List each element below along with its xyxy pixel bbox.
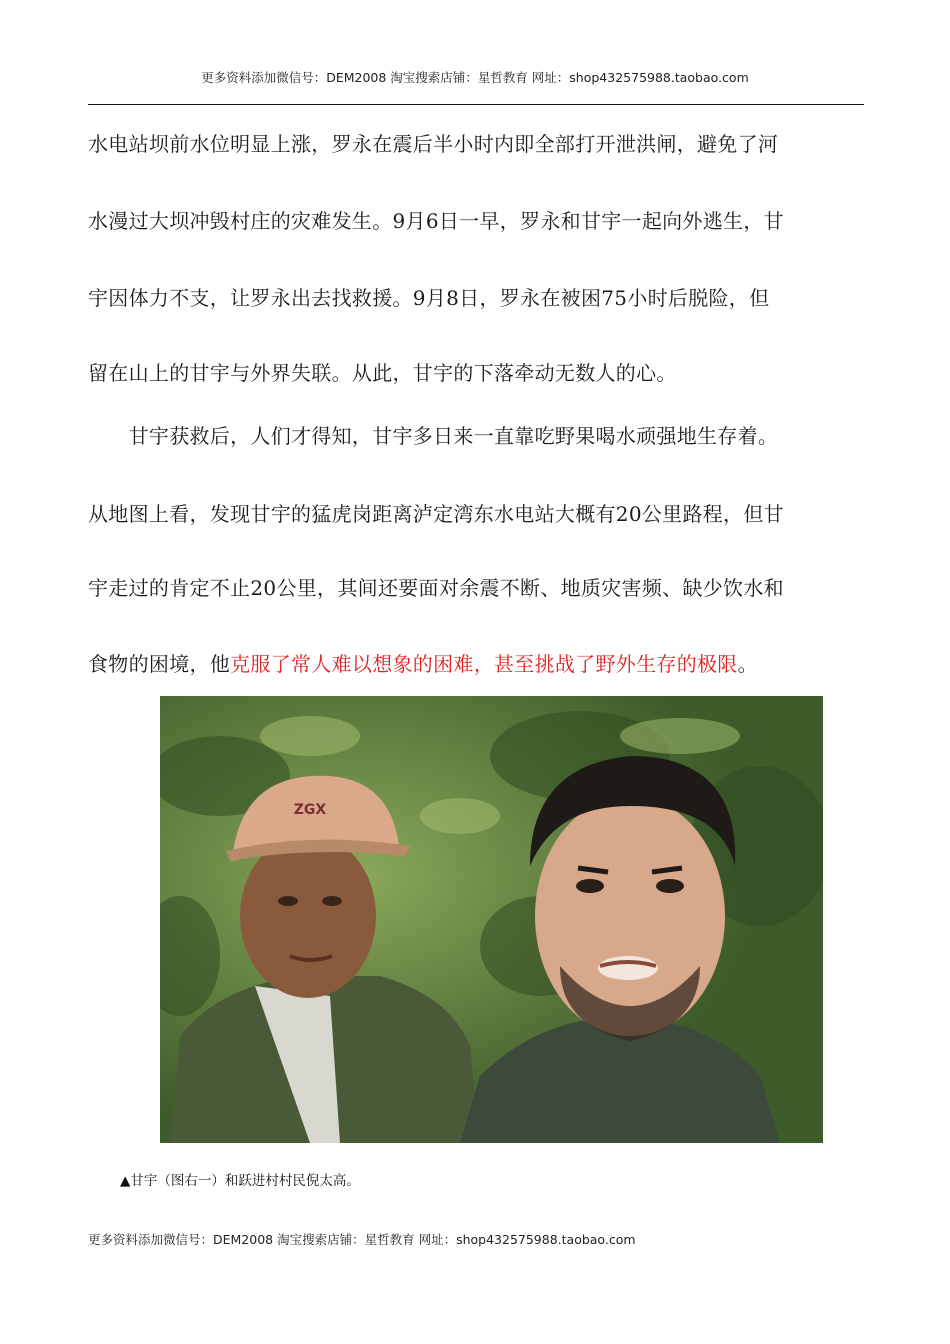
page-header: 更多资料添加微信号：DEM2008 淘宝搜索店铺：星哲教育 网址：shop432575988.taobao.com — [201, 70, 749, 85]
article-photo — [160, 696, 823, 1143]
header-divider — [88, 104, 864, 105]
text-plain: 。 — [737, 652, 758, 676]
text-line: 甘宇获救后，人们才得知，甘宇多日来一直靠吃野果喝水顽强地生存着。 — [88, 424, 779, 448]
text-plain: 食物的困境，他 — [88, 652, 231, 676]
page-footer: 更多资料添加微信号：DEM2008 淘宝搜索店铺：星哲教育 网址：shop432575988.taobao.com — [88, 1232, 636, 1247]
text-line: 水电站坝前水位明显上涨，罗永在震后半小时内即全部打开泄洪闸，避免了河 — [88, 132, 779, 156]
photo-illustration — [160, 696, 823, 1143]
text-line-highlighted — [88, 648, 758, 677]
highlighted-text: 克服了常人难以想象的困难，甚至挑战了野外生存的极限 — [230, 652, 738, 676]
text-line: 宇因体力不支，让罗永出去找救援。9月8日，罗永在被困75小时后脱险，但 — [88, 286, 770, 310]
text-line: 水漫过大坝冲毁村庄的灾难发生。9月6日一早，罗永和甘宇一起向外逃生，甘 — [88, 209, 784, 233]
cap-logo-text: ZGX — [293, 802, 327, 818]
text-line: 从地图上看，发现甘宇的猛虎岗距离泸定湾东水电站大概有20公里路程，但甘 — [88, 502, 784, 526]
text-line: 宇走过的肯定不止20公里，其间还要面对余震不断、地质灾害频、缺少饮水和 — [88, 576, 784, 600]
photo-caption: ▲甘宇（图右一）和跃进村村民倪太高。 — [120, 1173, 360, 1189]
text-line: 留在山上的甘宇与外界失联。从此，甘宇的下落牵动无数人的心。 — [88, 361, 677, 385]
